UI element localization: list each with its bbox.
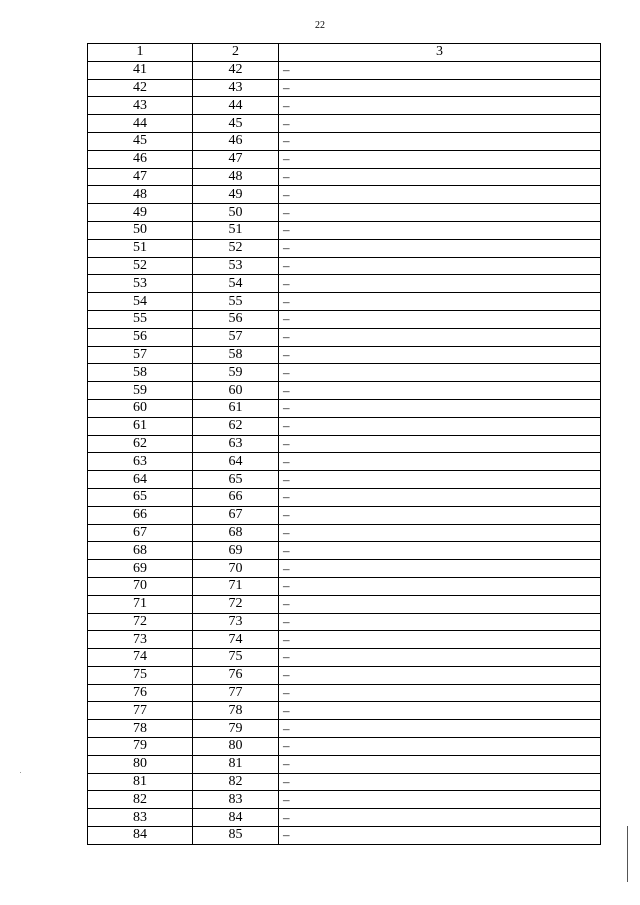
table-cell-col2: 73 xyxy=(193,613,279,631)
table-row xyxy=(88,382,601,400)
table-cell-col3: – xyxy=(279,595,601,613)
table-cell-col2: 45 xyxy=(193,115,279,133)
table-cell-col3: – xyxy=(279,79,601,97)
table-row xyxy=(88,186,601,204)
table-cell-col1: 84 xyxy=(88,827,193,845)
table-cell-col1: 81 xyxy=(88,773,193,791)
table-cell-col3: – xyxy=(279,631,601,649)
table-cell-col3: – xyxy=(279,168,601,186)
table-cell-col2: 61 xyxy=(193,399,279,417)
table-row xyxy=(88,115,601,133)
table-row xyxy=(88,755,601,773)
table-row xyxy=(88,293,601,311)
table-cell-col2: 68 xyxy=(193,524,279,542)
table-row xyxy=(88,649,601,667)
table-cell-col2: 71 xyxy=(193,577,279,595)
table-cell-col3: – xyxy=(279,560,601,578)
table-row xyxy=(88,221,601,239)
scan-speck xyxy=(20,772,21,773)
table-cell-col2: 67 xyxy=(193,506,279,524)
table-cell-col3: – xyxy=(279,435,601,453)
table-cell-col2: 51 xyxy=(193,221,279,239)
table-cell-col2: 52 xyxy=(193,239,279,257)
table-cell-col2: 59 xyxy=(193,364,279,382)
table-cell-col1: 46 xyxy=(88,150,193,168)
table-cell-col2: 62 xyxy=(193,417,279,435)
table-cell-col1: 41 xyxy=(88,61,193,79)
table-cell-col3: – xyxy=(279,684,601,702)
table-cell-col1: 73 xyxy=(88,631,193,649)
table-cell-col3: – xyxy=(279,310,601,328)
table-row xyxy=(88,328,601,346)
table-row xyxy=(88,666,601,684)
table-cell-col3: – xyxy=(279,186,601,204)
table-cell-col1: 63 xyxy=(88,453,193,471)
table-row xyxy=(88,364,601,382)
table-row xyxy=(88,809,601,827)
table-cell-col1: 49 xyxy=(88,204,193,222)
table-cell-col1: 60 xyxy=(88,399,193,417)
table-cell-col1: 44 xyxy=(88,115,193,133)
table-cell-col2: 44 xyxy=(193,97,279,115)
table-cell-col3: – xyxy=(279,524,601,542)
table-cell-col2: 72 xyxy=(193,595,279,613)
table-cell-col2: 79 xyxy=(193,720,279,738)
table-cell-col3: – xyxy=(279,488,601,506)
table-cell-col2: 60 xyxy=(193,382,279,400)
table-cell-col2: 57 xyxy=(193,328,279,346)
table-cell-col1: 61 xyxy=(88,417,193,435)
table-row xyxy=(88,702,601,720)
table-row xyxy=(88,453,601,471)
table-cell-col1: 74 xyxy=(88,649,193,667)
table-cell-col1: 55 xyxy=(88,310,193,328)
table-cell-col1: 78 xyxy=(88,720,193,738)
data-table xyxy=(87,43,601,845)
table-cell-col3: – xyxy=(279,827,601,845)
table-cell-col2: 70 xyxy=(193,560,279,578)
table-cell-col1: 68 xyxy=(88,542,193,560)
table-cell-col3: – xyxy=(279,720,601,738)
table-cell-col1: 80 xyxy=(88,755,193,773)
table-cell-col2: 55 xyxy=(193,293,279,311)
table-row xyxy=(88,150,601,168)
table-cell-col3: – xyxy=(279,61,601,79)
table-cell-col2: 64 xyxy=(193,453,279,471)
table-row xyxy=(88,684,601,702)
column-header-2: 2 xyxy=(193,44,279,62)
table-cell-col2: 43 xyxy=(193,79,279,97)
table-cell-col2: 58 xyxy=(193,346,279,364)
table-cell-col2: 63 xyxy=(193,435,279,453)
table-cell-col2: 81 xyxy=(193,755,279,773)
table-cell-col2: 65 xyxy=(193,471,279,489)
table-cell-col1: 69 xyxy=(88,560,193,578)
table-cell-col3: – xyxy=(279,453,601,471)
table-cell-col1: 65 xyxy=(88,488,193,506)
table-row xyxy=(88,471,601,489)
table-cell-col3: – xyxy=(279,666,601,684)
table-row xyxy=(88,399,601,417)
table-row xyxy=(88,773,601,791)
table-row xyxy=(88,132,601,150)
table-cell-col3: – xyxy=(279,293,601,311)
table-row xyxy=(88,417,601,435)
table-row xyxy=(88,257,601,275)
table-cell-col3: – xyxy=(279,399,601,417)
table-cell-col3: – xyxy=(279,150,601,168)
table-cell-col3: – xyxy=(279,257,601,275)
table-cell-col1: 56 xyxy=(88,328,193,346)
table-row xyxy=(88,435,601,453)
table-cell-col3: – xyxy=(279,773,601,791)
table-cell-col3: – xyxy=(279,471,601,489)
table-cell-col2: 74 xyxy=(193,631,279,649)
table-cell-col3: – xyxy=(279,738,601,756)
table-row xyxy=(88,275,601,293)
table-cell-col1: 47 xyxy=(88,168,193,186)
table-row xyxy=(88,168,601,186)
table-cell-col1: 82 xyxy=(88,791,193,809)
table-cell-col2: 77 xyxy=(193,684,279,702)
table-cell-col1: 51 xyxy=(88,239,193,257)
table-row xyxy=(88,542,601,560)
table-cell-col2: 47 xyxy=(193,150,279,168)
table-row xyxy=(88,310,601,328)
table-cell-col1: 71 xyxy=(88,595,193,613)
table-cell-col2: 54 xyxy=(193,275,279,293)
table-cell-col2: 46 xyxy=(193,132,279,150)
table-row xyxy=(88,97,601,115)
table-cell-col3: – xyxy=(279,382,601,400)
column-header-1: 1 xyxy=(88,44,193,62)
table-cell-col3: – xyxy=(279,791,601,809)
table-row xyxy=(88,560,601,578)
table-cell-col2: 85 xyxy=(193,827,279,845)
table-row xyxy=(88,346,601,364)
table-row xyxy=(88,524,601,542)
table-cell-col3: – xyxy=(279,204,601,222)
table-cell-col1: 52 xyxy=(88,257,193,275)
table-cell-col3: – xyxy=(279,346,601,364)
table-cell-col3: – xyxy=(279,115,601,133)
table-cell-col3: – xyxy=(279,132,601,150)
table-cell-col2: 48 xyxy=(193,168,279,186)
table-cell-col3: – xyxy=(279,649,601,667)
table-cell-col2: 82 xyxy=(193,773,279,791)
table-cell-col2: 49 xyxy=(193,186,279,204)
table-cell-col3: – xyxy=(279,97,601,115)
table-cell-col1: 70 xyxy=(88,577,193,595)
table-row xyxy=(88,61,601,79)
table-cell-col3: – xyxy=(279,239,601,257)
table-cell-col3: – xyxy=(279,275,601,293)
table-cell-col3: – xyxy=(279,542,601,560)
table-cell-col2: 42 xyxy=(193,61,279,79)
table-cell-col2: 76 xyxy=(193,666,279,684)
table-cell-col1: 43 xyxy=(88,97,193,115)
table-cell-col1: 72 xyxy=(88,613,193,631)
table-cell-col2: 69 xyxy=(193,542,279,560)
table-cell-col3: – xyxy=(279,417,601,435)
table-cell-col3: – xyxy=(279,755,601,773)
table-cell-col2: 80 xyxy=(193,738,279,756)
table-cell-col1: 79 xyxy=(88,738,193,756)
table-cell-col2: 66 xyxy=(193,488,279,506)
table-row xyxy=(88,613,601,631)
table-cell-col2: 83 xyxy=(193,791,279,809)
page-number: 22 xyxy=(315,20,325,31)
table-row xyxy=(88,631,601,649)
table-cell-col3: – xyxy=(279,577,601,595)
table-cell-col1: 57 xyxy=(88,346,193,364)
table-cell-col3: – xyxy=(279,613,601,631)
table-cell-col1: 67 xyxy=(88,524,193,542)
table-row xyxy=(88,738,601,756)
table-cell-col1: 77 xyxy=(88,702,193,720)
table-row xyxy=(88,506,601,524)
table-row xyxy=(88,595,601,613)
table-row xyxy=(88,79,601,97)
table-cell-col1: 76 xyxy=(88,684,193,702)
table-row xyxy=(88,791,601,809)
table-body xyxy=(88,61,601,844)
table-cell-col1: 59 xyxy=(88,382,193,400)
table-cell-col3: – xyxy=(279,364,601,382)
table-row xyxy=(88,827,601,845)
table-cell-col3: – xyxy=(279,506,601,524)
table-cell-col1: 42 xyxy=(88,79,193,97)
table-cell-col2: 78 xyxy=(193,702,279,720)
table-cell-col1: 83 xyxy=(88,809,193,827)
table-cell-col2: 75 xyxy=(193,649,279,667)
table-cell-col1: 64 xyxy=(88,471,193,489)
table-cell-col3: – xyxy=(279,221,601,239)
table-row xyxy=(88,720,601,738)
table-cell-col3: – xyxy=(279,809,601,827)
table-cell-col3: – xyxy=(279,702,601,720)
table-cell-col1: 54 xyxy=(88,293,193,311)
table-cell-col1: 53 xyxy=(88,275,193,293)
table-row xyxy=(88,488,601,506)
table-cell-col2: 56 xyxy=(193,310,279,328)
page-edge-mark xyxy=(627,826,628,882)
column-header-3: 3 xyxy=(279,44,601,62)
table-cell-col1: 50 xyxy=(88,221,193,239)
table-cell-col1: 66 xyxy=(88,506,193,524)
table-cell-col1: 58 xyxy=(88,364,193,382)
table-header-row xyxy=(88,44,601,62)
table-cell-col1: 62 xyxy=(88,435,193,453)
table-cell-col2: 84 xyxy=(193,809,279,827)
table-cell-col1: 45 xyxy=(88,132,193,150)
table-cell-col2: 50 xyxy=(193,204,279,222)
table-cell-col2: 53 xyxy=(193,257,279,275)
table-row xyxy=(88,577,601,595)
table-row xyxy=(88,239,601,257)
table-cell-col3: – xyxy=(279,328,601,346)
table-cell-col1: 48 xyxy=(88,186,193,204)
table-row xyxy=(88,204,601,222)
table-cell-col1: 75 xyxy=(88,666,193,684)
